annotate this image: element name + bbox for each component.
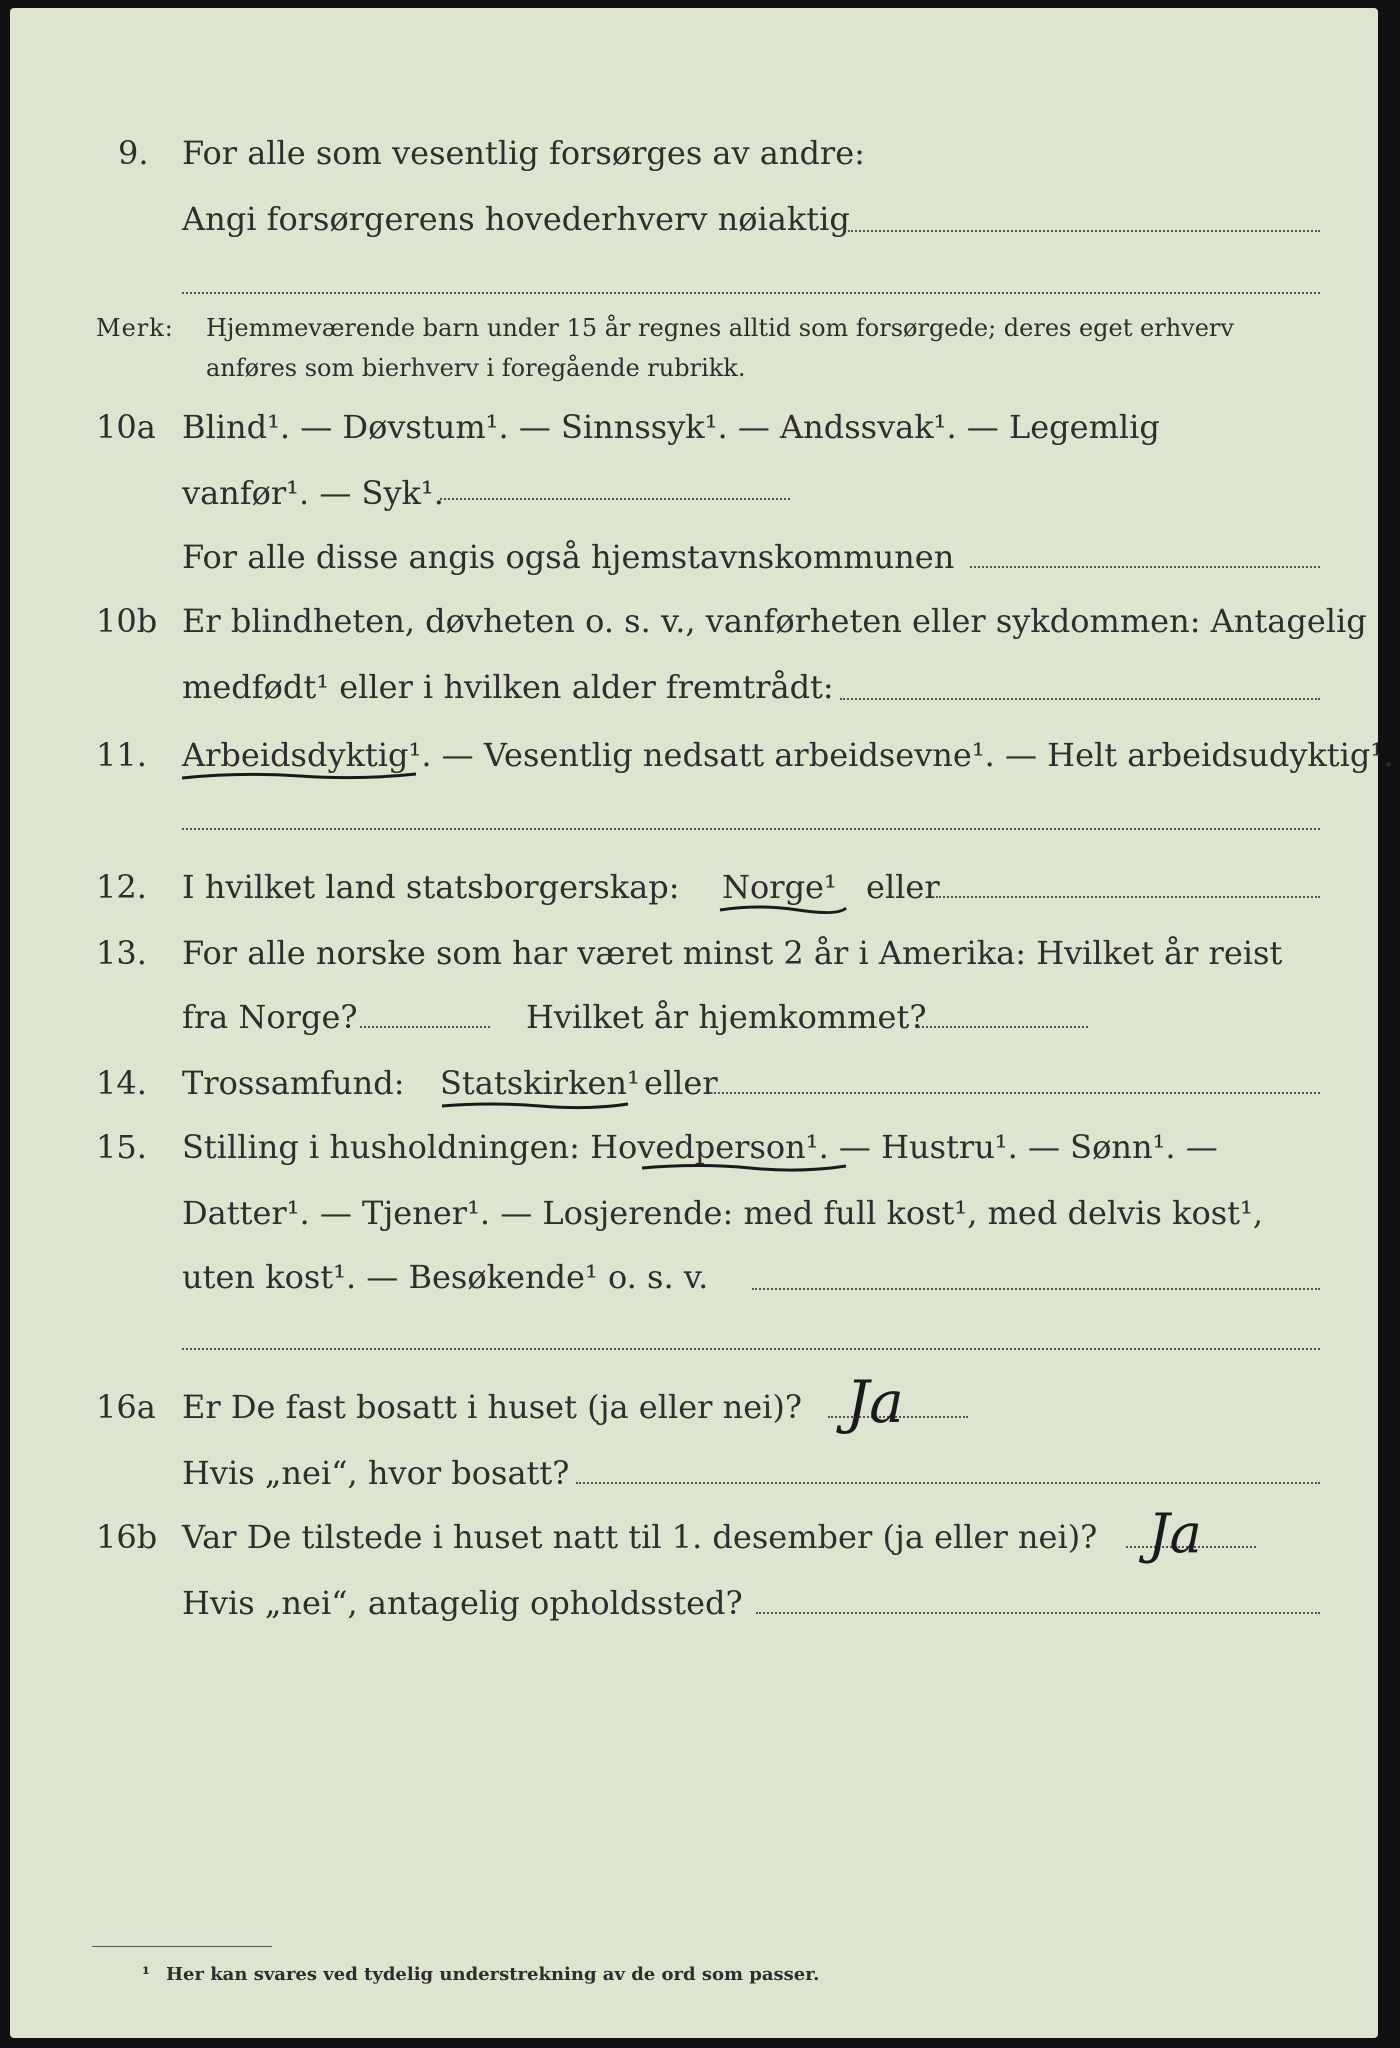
q9-number: 9.: [118, 134, 149, 172]
q9-answer-line-2[interactable]: [182, 292, 1320, 294]
q10a-kommune-line[interactable]: [970, 566, 1320, 568]
census-form-page: [10, 8, 1394, 2038]
q16a-bosatt-line[interactable]: [576, 1482, 1320, 1484]
q16a-line2: Hvis „nei“, hvor bosatt?: [182, 1454, 570, 1492]
q14-number: 14.: [96, 1064, 147, 1102]
q12-suffix: eller: [866, 868, 940, 906]
q16a-number: 16a: [96, 1388, 156, 1426]
q14-answer-line[interactable]: [710, 1092, 1320, 1094]
q15-answer-line[interactable]: [752, 1288, 1320, 1290]
q15-answer-line-2[interactable]: [182, 1348, 1320, 1350]
q15-handwritten-underline: [640, 1160, 850, 1176]
q12-answer: Norge¹: [722, 868, 837, 906]
q14-prefix: Trossamfund:: [182, 1064, 405, 1102]
q16a-handwritten-answer: Ja: [846, 1368, 904, 1436]
q10a-number: 10a: [96, 408, 156, 446]
q16b-line1: Var De tilstede i huset natt til 1. desember (ja eller nei)?: [182, 1518, 1098, 1556]
merk-label: Merk:: [96, 314, 174, 342]
footnote-rule: [92, 1946, 272, 1947]
q10a-syk-line[interactable]: [440, 498, 790, 500]
q10b-number: 10b: [96, 602, 158, 640]
q12-answer-line[interactable]: [936, 896, 1320, 898]
q10a-line2: vanfør¹. — Syk¹.: [182, 474, 444, 512]
q14-handwritten-underline: [440, 1098, 630, 1114]
q9-line1: For alle som vesentlig forsørges av andre:: [182, 134, 865, 172]
q12-number: 12.: [96, 868, 147, 906]
merk-line1: Hjemmeværende barn under 15 år regnes alltid som forsørgede; deres eget erhverv: [206, 314, 1234, 342]
q16b-number: 16b: [96, 1518, 158, 1556]
q13-line2b: Hvilket år hjemkommet?: [526, 998, 927, 1036]
q12-prefix: I hvilket land statsborgerskap:: [182, 868, 680, 906]
q15-line1: Stilling i husholdningen: Hovedperson¹. — Hustru¹. — Sønn¹. —: [182, 1128, 1218, 1166]
q14-answer: Statskirken¹: [440, 1064, 640, 1102]
q11-number: 11.: [96, 736, 147, 774]
footnote-mark: ¹: [142, 1964, 150, 1985]
q11-line1: Arbeidsdyktig¹. — Vesentlig nedsatt arbeidsevne¹. — Helt arbeidsudyktig¹.: [182, 736, 1394, 774]
q9-line2: Angi forsørgerens hovederhverv nøiaktig: [182, 200, 850, 238]
q11-answer-line[interactable]: [182, 828, 1320, 830]
q16b-handwritten-answer: Ja: [1148, 1502, 1202, 1565]
q10a-line1: Blind¹. — Døvstum¹. — Sinnssyk¹. — Andssvak¹. — Legemlig: [182, 408, 1160, 446]
q16b-line2: Hvis „nei“, antagelig opholdssted?: [182, 1584, 743, 1622]
q13-hjemkommet-line[interactable]: [918, 1026, 1088, 1028]
q10b-answer-line[interactable]: [840, 698, 1320, 700]
q14-suffix: eller: [644, 1064, 718, 1102]
q16a-line1: Er De fast bosatt i huset (ja eller nei)?: [182, 1388, 803, 1426]
q13-line1: For alle norske som har været minst 2 år i Amerika: Hvilket år reist: [182, 934, 1283, 972]
q13-line2a: fra Norge?: [182, 998, 358, 1036]
q15-line3: uten kost¹. — Besøkende¹ o. s. v.: [182, 1258, 709, 1296]
q15-line2: Datter¹. — Tjener¹. — Losjerende: med full kost¹, med delvis kost¹,: [182, 1194, 1264, 1232]
merk-line2: anføres som bierhverv i foregående rubrikk.: [206, 354, 746, 382]
q16b-opholdssted-line[interactable]: [756, 1612, 1320, 1614]
q9-answer-line[interactable]: [848, 230, 1320, 232]
q15-number: 15.: [96, 1128, 147, 1166]
q10a-line3: For alle disse angis også hjemstavnskommunen: [182, 538, 955, 576]
q11-handwritten-underline: [180, 768, 420, 788]
q13-reist-line[interactable]: [360, 1026, 490, 1028]
q12-handwritten-underline: [718, 902, 848, 918]
q10b-line2: medfødt¹ eller i hvilken alder fremtrådt:: [182, 668, 834, 706]
footnote-text: Her kan svares ved tydelig understrekning av de ord som passer.: [166, 1964, 820, 1985]
q13-number: 13.: [96, 934, 147, 972]
q10b-line1: Er blindheten, døvheten o. s. v., vanførheten eller sykdommen: Antagelig: [182, 602, 1367, 640]
